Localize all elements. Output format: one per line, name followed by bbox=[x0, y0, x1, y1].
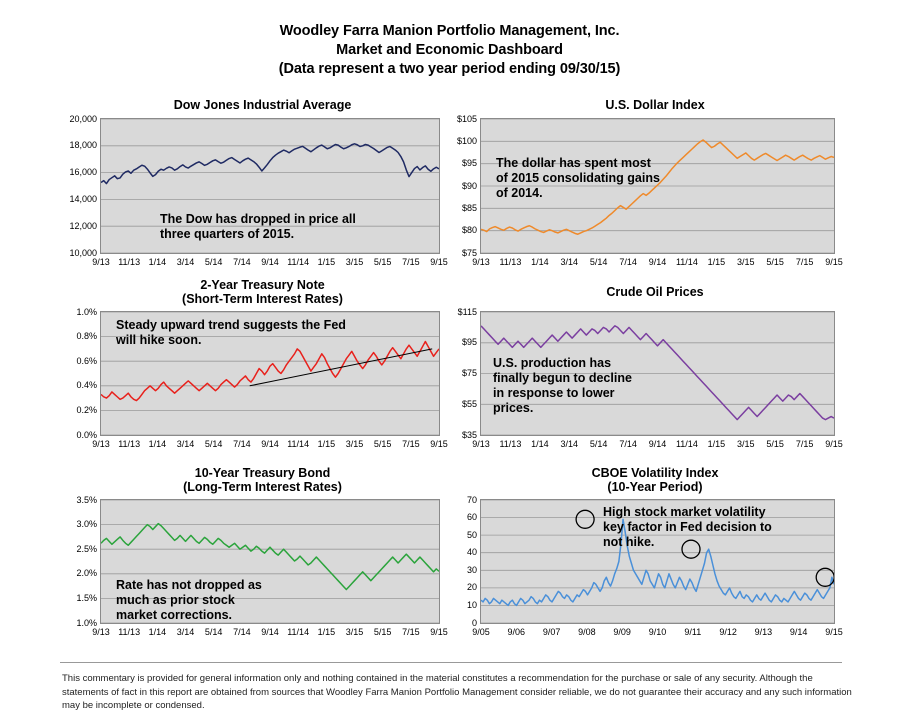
x-tick-label-vix: 9/12 bbox=[719, 627, 737, 637]
x-tick-label-vix: 9/15 bbox=[825, 627, 843, 637]
x-tick-label-treasury2y: 9/15 bbox=[430, 439, 448, 449]
x-tick-label-vix: 9/08 bbox=[578, 627, 596, 637]
chart-title-vix bbox=[470, 466, 840, 494]
x-tick-label-treasury10y: 1/15 bbox=[317, 627, 336, 637]
x-tick-label-usd: 3/15 bbox=[736, 257, 755, 267]
chart-title-line2-treasury10y: (Long-Term Interest Rates) bbox=[183, 480, 342, 494]
x-tick-label-oil: 7/15 bbox=[795, 439, 814, 449]
y-tick-label-usd: $100 bbox=[456, 135, 477, 146]
x-tick-label-oil: 9/14 bbox=[648, 439, 667, 449]
x-tick-label-oil: 9/13 bbox=[472, 439, 490, 449]
chart-title-usd bbox=[470, 98, 840, 112]
title-line-1: Woodley Farra Manion Portfolio Management, Inc. bbox=[279, 23, 620, 39]
y-tick-label-treasury10y: 3.5% bbox=[76, 494, 97, 505]
y-tick-label-dow: 12,000 bbox=[69, 220, 97, 231]
x-tick-label-treasury2y: 9/14 bbox=[261, 439, 279, 449]
x-tick-label-treasury10y: 3/14 bbox=[176, 627, 195, 637]
x-tick-label-dow: 5/15 bbox=[373, 257, 392, 267]
chart-title-line1-dow: Dow Jones Industrial Average bbox=[173, 98, 352, 112]
y-tick-label-dow: 20,000 bbox=[69, 113, 97, 124]
x-tick-label-oil: 5/14 bbox=[589, 439, 608, 449]
x-tick-label-vix: 9/07 bbox=[542, 627, 561, 637]
chart-title-line1-usd: U.S. Dollar Index bbox=[605, 98, 705, 112]
footer-divider bbox=[60, 662, 842, 663]
y-tick-label-oil: $95 bbox=[461, 337, 477, 348]
y-tick-label-treasury2y: 0.6% bbox=[76, 355, 97, 366]
chart-title-line1-treasury10y: 10-Year Treasury Bond bbox=[194, 466, 331, 480]
x-tick-label-usd: 11/14 bbox=[675, 257, 698, 267]
x-tick-label-vix: 9/06 bbox=[507, 627, 526, 637]
y-tick-label-treasury2y: 0.2% bbox=[76, 404, 97, 415]
x-tick-label-dow: 7/14 bbox=[233, 257, 251, 267]
title-line-2: Market and Economic Dashboard bbox=[336, 42, 563, 58]
y-tick-label-vix: 0 bbox=[471, 617, 477, 628]
y-tick-label-vix: 10 bbox=[466, 599, 477, 610]
x-tick-label-treasury2y: 5/14 bbox=[204, 439, 223, 449]
x-tick-label-treasury2y: 1/15 bbox=[317, 439, 336, 449]
y-tick-label-usd: $75 bbox=[461, 247, 477, 258]
chart-annotation-dow: The Dow has dropped in price all three quarters of 2015. bbox=[160, 212, 356, 241]
x-tick-label-treasury10y: 7/15 bbox=[402, 627, 420, 637]
y-tick-label-usd: $95 bbox=[461, 158, 477, 169]
x-tick-label-oil: 3/14 bbox=[560, 439, 579, 449]
x-tick-label-dow: 1/14 bbox=[148, 257, 167, 267]
x-tick-label-treasury2y: 3/15 bbox=[345, 439, 364, 449]
y-tick-label-oil: $35 bbox=[461, 429, 477, 440]
x-tick-label-treasury10y: 11/13 bbox=[118, 627, 141, 637]
x-tick-label-dow: 9/13 bbox=[92, 257, 110, 267]
x-tick-label-dow: 5/14 bbox=[204, 257, 223, 267]
x-tick-label-oil: 3/15 bbox=[736, 439, 755, 449]
y-tick-label-treasury10y: 2.5% bbox=[76, 543, 97, 554]
x-tick-label-dow: 9/14 bbox=[261, 257, 279, 267]
y-tick-label-oil: $115 bbox=[457, 306, 477, 317]
x-tick-label-treasury10y: 9/15 bbox=[430, 627, 448, 637]
x-tick-label-dow: 7/15 bbox=[402, 257, 420, 267]
x-tick-label-oil: 9/15 bbox=[825, 439, 843, 449]
y-tick-label-treasury10y: 3.0% bbox=[76, 519, 97, 530]
y-tick-label-treasury10y: 1.0% bbox=[76, 617, 97, 628]
x-tick-label-usd: 9/15 bbox=[825, 257, 843, 267]
x-tick-label-usd: 5/14 bbox=[589, 257, 608, 267]
chart-title-line2-vix: (10-Year Period) bbox=[607, 480, 703, 494]
x-tick-label-treasury10y: 5/15 bbox=[373, 627, 392, 637]
x-tick-label-dow: 9/15 bbox=[430, 257, 448, 267]
x-tick-label-vix: 9/09 bbox=[613, 627, 631, 637]
y-tick-label-usd: $90 bbox=[461, 180, 477, 191]
x-tick-label-vix: 9/11 bbox=[684, 627, 702, 637]
x-tick-label-treasury10y: 9/14 bbox=[261, 627, 279, 637]
y-tick-label-vix: 70 bbox=[466, 494, 477, 505]
x-tick-label-treasury10y: 5/14 bbox=[204, 627, 223, 637]
x-tick-label-dow: 3/14 bbox=[176, 257, 195, 267]
chart-title-oil bbox=[470, 285, 840, 299]
y-tick-label-dow: 10,000 bbox=[69, 247, 97, 258]
x-tick-label-treasury2y: 9/13 bbox=[92, 439, 110, 449]
x-tick-label-treasury2y: 11/13 bbox=[118, 439, 141, 449]
chart-annotation-treasury2y: Steady upward trend suggests the Fed will hike soon. bbox=[116, 318, 346, 347]
y-tick-label-vix: 50 bbox=[466, 529, 477, 540]
x-tick-label-oil: 1/15 bbox=[707, 439, 726, 449]
x-tick-label-usd: 7/15 bbox=[795, 257, 814, 267]
x-tick-label-treasury2y: 7/15 bbox=[402, 439, 420, 449]
x-tick-label-dow: 11/14 bbox=[287, 257, 310, 267]
x-tick-label-vix: 9/14 bbox=[789, 627, 808, 637]
chart-title-line1-treasury2y: 2-Year Treasury Note bbox=[200, 278, 325, 292]
x-tick-label-vix: 9/10 bbox=[648, 627, 667, 637]
x-tick-label-treasury10y: 1/14 bbox=[148, 627, 167, 637]
y-tick-label-dow: 14,000 bbox=[69, 193, 97, 204]
y-tick-label-treasury2y: 0.4% bbox=[76, 380, 97, 391]
x-tick-label-treasury10y: 11/14 bbox=[287, 627, 310, 637]
y-tick-label-vix: 30 bbox=[466, 564, 477, 575]
y-tick-label-treasury2y: 1.0% bbox=[76, 306, 97, 317]
y-tick-label-usd: $105 bbox=[456, 113, 477, 124]
x-tick-label-oil: 1/14 bbox=[531, 439, 549, 449]
page-title bbox=[0, 22, 899, 79]
y-tick-label-oil: $75 bbox=[461, 368, 477, 378]
x-tick-label-dow: 11/13 bbox=[118, 257, 141, 267]
chart-title-dow bbox=[85, 98, 440, 112]
x-tick-label-oil: 11/14 bbox=[675, 439, 698, 449]
x-tick-label-oil: 11/13 bbox=[499, 439, 522, 449]
x-tick-label-treasury2y: 7/14 bbox=[233, 439, 251, 449]
x-tick-label-treasury10y: 9/13 bbox=[92, 627, 110, 637]
chart-annotation-treasury10y: Rate has not dropped as much as prior stock market corrections. bbox=[116, 578, 262, 622]
x-tick-label-dow: 1/15 bbox=[317, 257, 336, 267]
y-tick-label-dow: 16,000 bbox=[69, 167, 97, 178]
x-tick-label-oil: 5/15 bbox=[766, 439, 784, 449]
x-tick-label-treasury10y: 3/15 bbox=[345, 627, 364, 637]
x-tick-label-usd: 1/15 bbox=[707, 257, 726, 267]
x-tick-label-treasury2y: 1/14 bbox=[148, 439, 167, 449]
y-tick-label-vix: 40 bbox=[466, 547, 477, 558]
x-tick-label-usd: 9/14 bbox=[648, 257, 667, 267]
x-tick-label-oil: 7/14 bbox=[619, 439, 637, 449]
y-tick-label-treasury2y: 0.0% bbox=[76, 429, 97, 440]
x-tick-label-usd: 3/14 bbox=[560, 257, 579, 267]
x-tick-label-usd: 9/13 bbox=[472, 257, 490, 267]
x-tick-label-usd: 1/14 bbox=[531, 257, 549, 267]
x-tick-label-usd: 5/15 bbox=[766, 257, 784, 267]
x-tick-label-usd: 11/13 bbox=[499, 257, 522, 267]
y-tick-label-usd: $85 bbox=[461, 202, 477, 213]
x-tick-label-vix: 9/13 bbox=[754, 627, 773, 637]
chart-title-line1-vix: CBOE Volatility Index bbox=[591, 466, 719, 480]
y-tick-label-treasury2y: 0.8% bbox=[76, 331, 97, 342]
x-tick-label-treasury10y: 7/14 bbox=[233, 627, 251, 637]
chart-annotation-usd: The dollar has spent most of 2015 consolidating gains of 2014. bbox=[496, 156, 660, 200]
chart-annotation-vix: High stock market volatility key factor in Fed decision to not hike. bbox=[603, 505, 772, 549]
title-line-3: (Data represent a two year period ending 09/30/15) bbox=[278, 61, 621, 77]
x-tick-label-treasury2y: 11/14 bbox=[287, 439, 310, 449]
y-tick-label-usd: $80 bbox=[461, 225, 477, 236]
x-tick-label-usd: 7/14 bbox=[619, 257, 637, 267]
x-tick-label-treasury2y: 3/14 bbox=[176, 439, 195, 449]
y-tick-label-vix: 60 bbox=[466, 512, 477, 523]
x-tick-label-treasury2y: 5/15 bbox=[373, 439, 392, 449]
y-tick-label-oil: $55 bbox=[461, 398, 477, 409]
y-tick-label-vix: 20 bbox=[466, 582, 477, 593]
disclaimer-text: This commentary is provided for general information only and nothing contained in the material constitutes a recommendation for the purchase or sale of any security. Although the statements of fact in this report are obtained from sources that Woodley Farra Manion Portfolio Management consider reliable, we do not guarantee their accuracy and any such information may be incomplete or condensed. bbox=[62, 673, 852, 711]
y-tick-label-treasury10y: 1.5% bbox=[76, 592, 97, 603]
x-tick-label-vix: 9/05 bbox=[472, 627, 490, 637]
chart-title-line2-treasury2y: (Short-Term Interest Rates) bbox=[182, 292, 343, 306]
y-tick-label-dow: 18,000 bbox=[69, 140, 97, 151]
y-tick-label-treasury10y: 2.0% bbox=[76, 568, 97, 579]
chart-annotation-oil: U.S. production has finally begun to decline in response to lower prices. bbox=[493, 356, 632, 415]
chart-title-treasury2y bbox=[85, 278, 440, 306]
chart-title-treasury10y bbox=[85, 466, 440, 494]
chart-title-line1-oil: Crude Oil Prices bbox=[606, 285, 704, 299]
x-tick-label-dow: 3/15 bbox=[345, 257, 364, 267]
